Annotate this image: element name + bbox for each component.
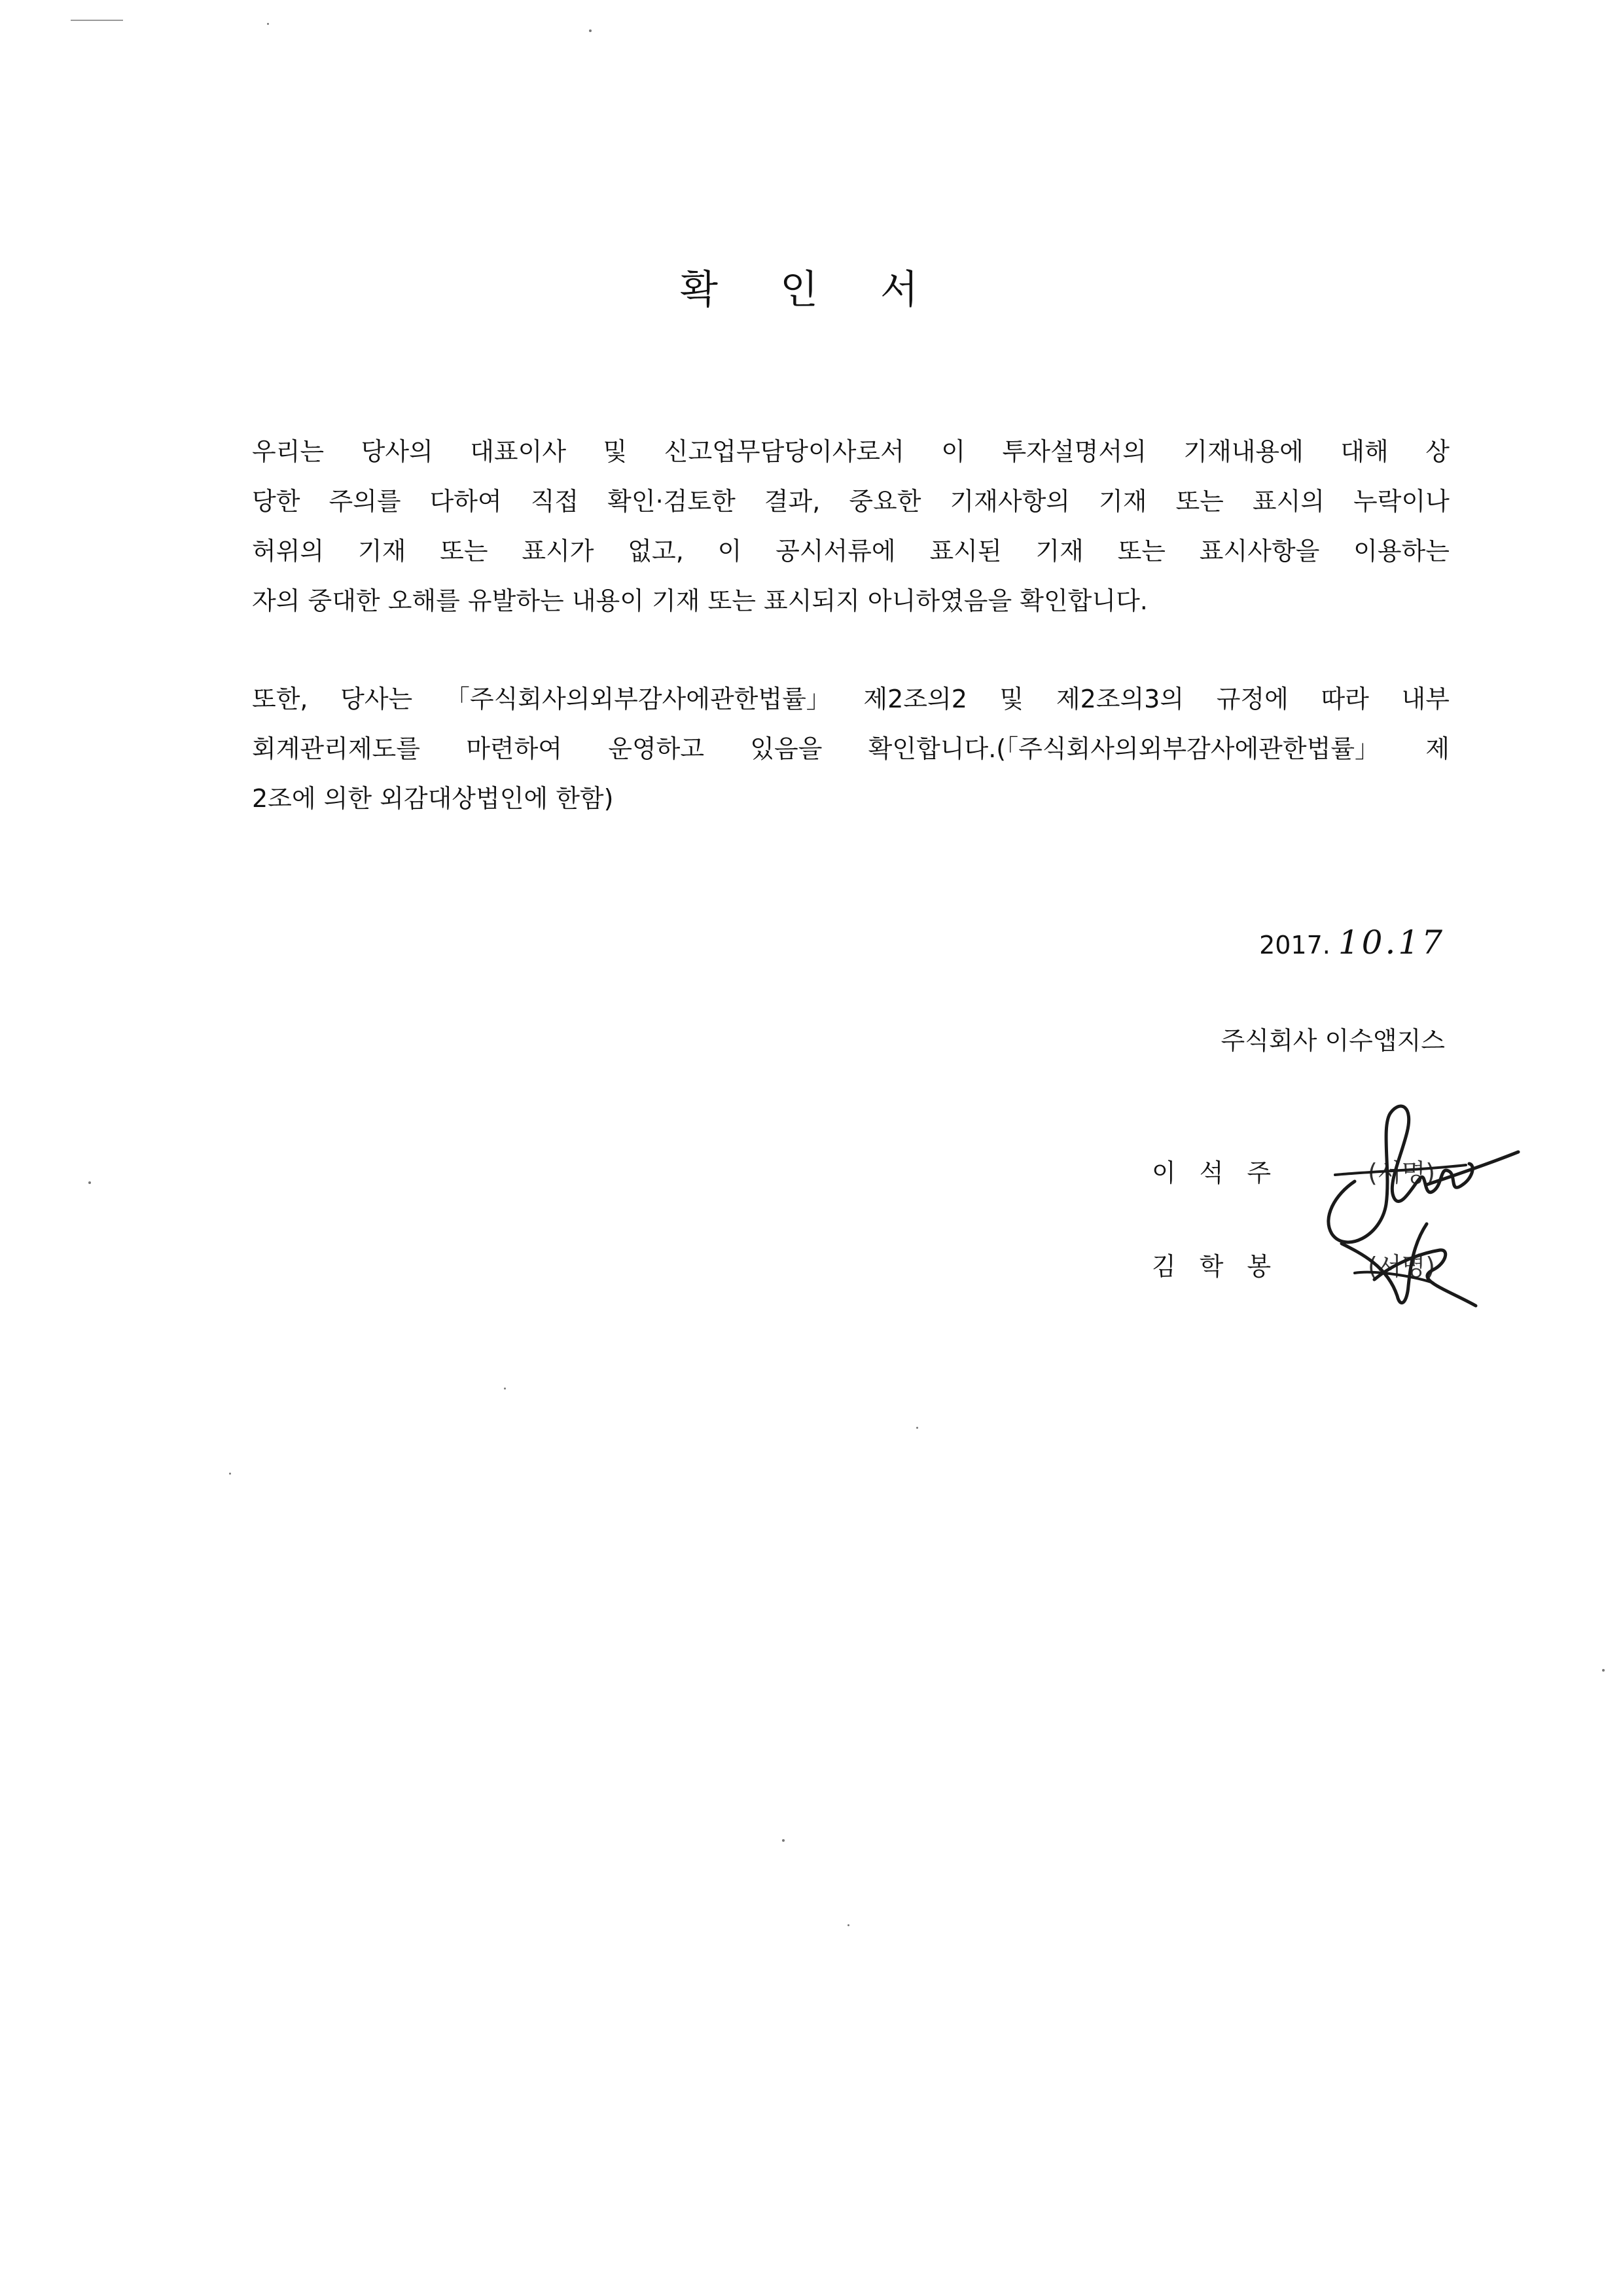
paragraph-confirmation [252,427,1450,626]
paragraph-word: 「주식회사의외부감사에관한법률」 [444,685,831,713]
paragraph-word: 당사는 [340,685,413,713]
paragraph-line [252,674,1450,724]
paragraph-word: 당사의 [361,437,433,466]
paragraph-word: 따라 [1321,685,1369,713]
paragraph-word: 있음을 [750,734,823,763]
scan-speck [267,23,269,25]
paragraph-word: 및 [603,437,628,466]
paragraph-word: 대해 [1340,437,1389,466]
paragraph-word: 회계관리제도를 [252,734,420,763]
scan-mark [71,20,123,21]
paragraph-word: 표시사항을 [1199,537,1320,565]
paragraph-word: 기재 [1035,537,1084,565]
paragraph-word: 확인합니다.(「주식회사의외부감사에관한법률」 [868,734,1380,763]
paragraph-line: 2조에 의한 외감대상법인에 한함) [252,784,614,813]
scan-speck [88,1181,91,1184]
scan-speck [229,1473,231,1475]
paragraph-line [252,724,1450,774]
paragraph-word: 표시가 [522,537,594,565]
paragraph-word: 제2조의3의 [1056,685,1185,713]
paragraph-word: 투자설명서의 [1002,437,1147,466]
document-title: 확 인 서 [679,267,944,313]
paragraph-word: 누락이나 [1353,487,1450,516]
signatory-name: 이석주 [1152,1158,1295,1187]
paragraph-word: 신고업무담당이사로서 [664,437,904,466]
paragraph-word: 상 [1425,437,1450,466]
paragraph-word: 제 [1425,734,1450,763]
paragraph-word: 중요한 [849,487,921,516]
signature-seal-label: (서명) [1368,1158,1436,1187]
paragraph-word: 이 [941,437,966,466]
handwritten-signature-officer [1335,1217,1492,1322]
scan-speck [589,29,592,32]
paragraph-word: 이용하는 [1353,537,1450,565]
paragraph-line [252,476,1450,526]
paragraph-word: 내부 [1401,685,1450,713]
paragraph-word: 운영하고 [608,734,705,763]
paragraph-word: 우리는 [252,437,325,466]
paragraph-word: 마련하여 [466,734,563,763]
paragraph-word: 직접 [530,487,579,516]
scan-speck [782,1839,785,1842]
paragraph-word: 기재사항의 [950,487,1070,516]
paragraph-word: 제2조의2 [863,685,967,713]
scan-speck [916,1427,918,1429]
paragraph-word: 또는 [440,537,488,565]
paragraph-internal-control [252,674,1450,823]
paragraph-word: 결과, [764,487,821,516]
paragraph-line: 자의 중대한 오해를 유발하는 내용이 기재 또는 표시되지 아니하였음을 확인합니다. [252,586,1148,615]
paragraph-word: 허위의 [252,537,325,565]
signatory-name: 김학봉 [1152,1252,1295,1281]
scan-speck [847,1924,849,1926]
paragraph-line [252,526,1450,576]
paragraph-word: 공시서류에 [776,537,896,565]
paragraph-word: 또는 [1117,537,1166,565]
paragraph-word: 기재 [357,537,406,565]
paragraph-word: 주의를 [329,487,401,516]
paragraph-word: 이 [717,537,742,565]
paragraph-word: 다하여 [429,487,502,516]
paragraph-word: 표시된 [929,537,1002,565]
paragraph-word: 또는 [1175,487,1224,516]
paragraph-word: 규정에 [1216,685,1289,713]
date-handwritten: 10.17 [1338,924,1445,961]
scan-speck [504,1388,506,1390]
signature-seal-label: (서명) [1368,1252,1436,1281]
scan-speck [1602,1669,1605,1672]
document-date [1259,923,1445,965]
paragraph-word: 당한 [252,487,300,516]
paragraph-word: 또한, [252,685,308,713]
paragraph-word: 확인·검토한 [607,487,736,516]
paragraph-word: 표시의 [1252,487,1325,516]
date-printed: 2017. [1259,931,1330,960]
paragraph-word: 없고, [628,537,684,565]
company-name: 주식회사 이수앱지스 [1221,1026,1445,1055]
paragraph-word: 기재 [1099,487,1147,516]
paragraph-word: 및 [999,685,1024,713]
paragraph-word: 대표이사 [470,437,567,466]
paragraph-line [252,427,1450,476]
paragraph-word: 기재내용에 [1183,437,1304,466]
